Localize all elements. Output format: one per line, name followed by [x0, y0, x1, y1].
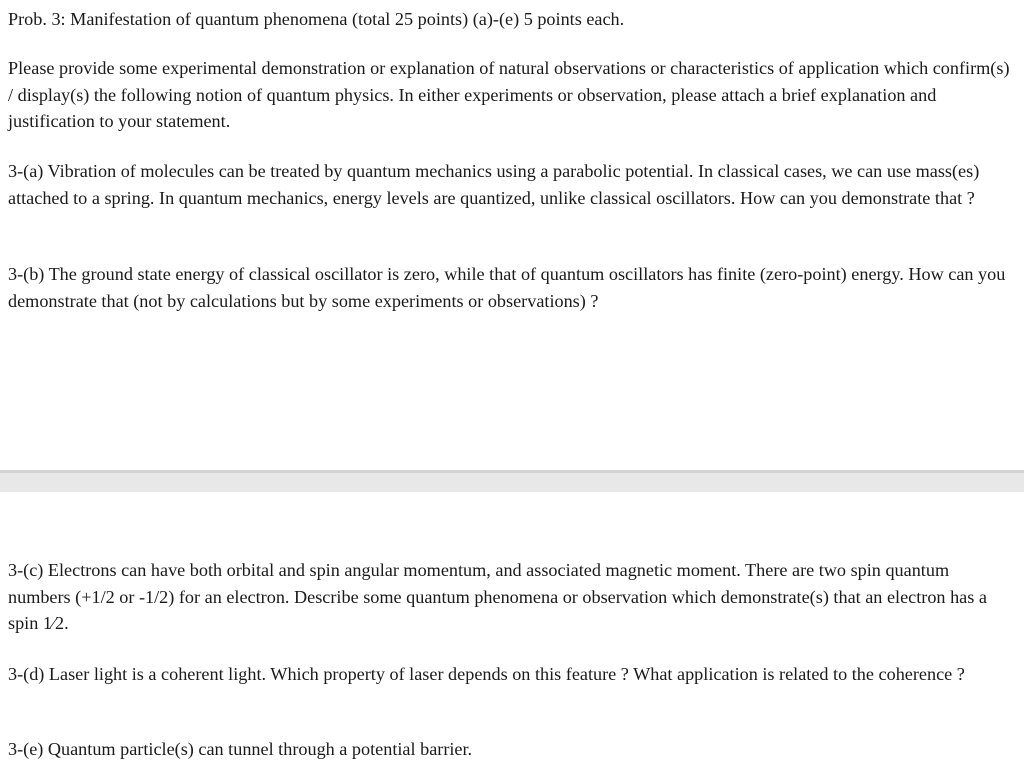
- question-3d: 3-(d) Laser light is a coherent light. Which property of laser depends on this feature ? What application is related to the coherence ?: [8, 664, 965, 684]
- question-3b: 3-(b) The ground state energy of classical oscillator is zero, while that of quantum oscillators has finite (zero-point) energy. How can you demonstrate that (not by calculations but by some experiments or observations) ?: [8, 264, 1006, 311]
- question-3c: 3-(c) Electrons can have both orbital and spin angular momentum, and associated magnetic moment. There are two spin quantum numbers (+1/2 or -1/2) for an electron. Describe some quantum phenomena or observation which demonstrate(s) that an electron has a spin 1⁄2.: [8, 560, 987, 633]
- problem-instructions: Please provide some experimental demonstration or explanation of natural observations or characteristics of application which confirm(s) / display(s) the following notion of quantum physics. In either experiments or observation, please attach a brief explanation and justification to your statement.: [8, 58, 1010, 131]
- problem-title: Prob. 3: Manifestation of quantum phenomena (total 25 points) (a)-(e) 5 points each.: [8, 9, 625, 29]
- page-separator: [0, 470, 1024, 492]
- question-3a: 3-(a) Vibration of molecules can be treated by quantum mechanics using a parabolic potential. In classical cases, we can use mass(es) attached to a spring. In quantum mechanics, energy levels are quantized, unlike classical oscillators. How can you demonstrate that ?: [8, 161, 980, 208]
- question-3e: 3-(e) Quantum particle(s) can tunnel through a potential barrier.: [8, 739, 473, 759]
